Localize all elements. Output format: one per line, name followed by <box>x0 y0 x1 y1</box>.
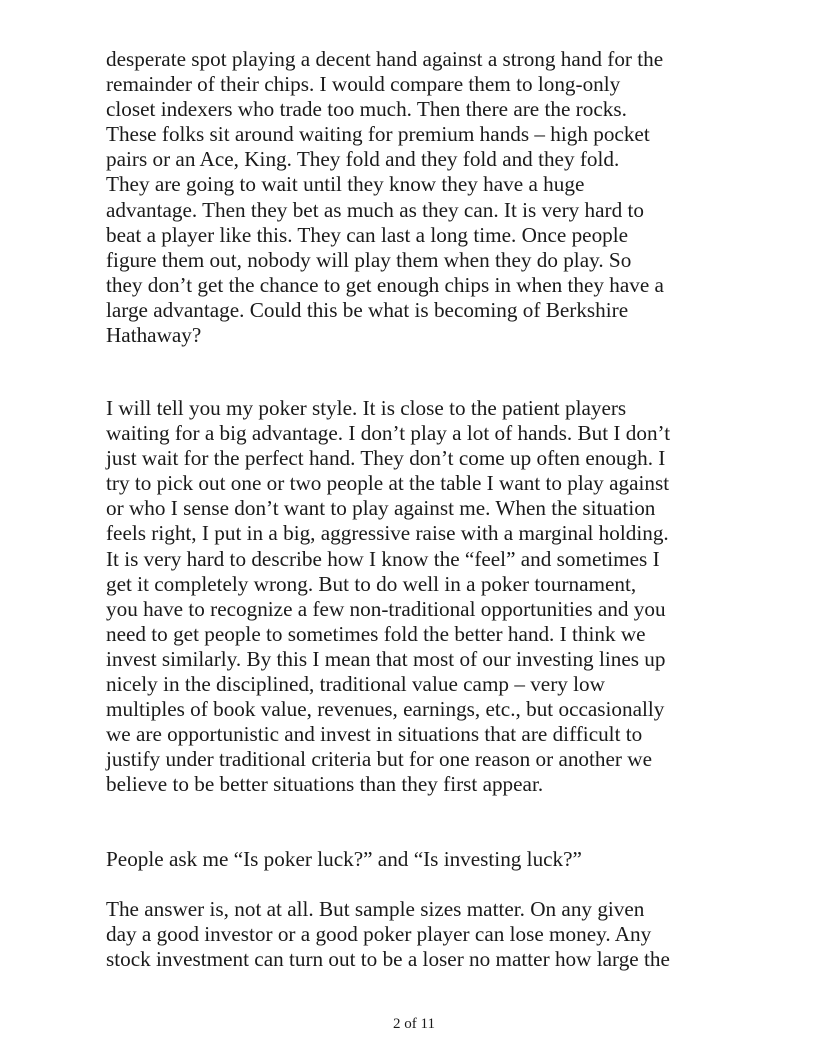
text-line: I will tell you my poker style. It is close to the patient players <box>106 396 627 420</box>
text-line: feels right, I put in a big, aggressive raise with a marginal holding. <box>106 521 669 546</box>
text-line: get it completely wrong. But to do well in a poker tournament, <box>106 571 637 596</box>
text-line: or who I sense don’t want to play against me. When the situation <box>106 496 656 521</box>
text-line: Hathaway? <box>106 323 202 348</box>
text-line: multiples of book value, revenues, earnings, etc., but occasionally <box>106 697 665 722</box>
text-line: figure them out, nobody will play them when they do play. So <box>106 247 632 272</box>
text-line: These folks sit around waiting for premium hands – high pocket <box>106 122 650 147</box>
text-line: we are opportunistic and invest in situations that are difficult to <box>106 722 643 747</box>
text-line: closet indexers who trade too much. Then there are the rocks. <box>106 97 627 122</box>
text-line: The answer is, not at all. But sample sizes matter. On any given <box>106 897 645 921</box>
text-line: invest similarly. By this I mean that most of our investing lines up <box>106 646 666 671</box>
text-line: believe to be better situations than they first appear. <box>106 772 544 797</box>
text-line: pairs or an Ace, King. They fold and they fold and they fold. <box>106 147 620 172</box>
paragraph-poker-style <box>106 396 786 798</box>
text-line: try to pick out one or two people at the table I want to play against <box>106 471 670 496</box>
text-line: day a good investor or a good poker player can lose money. Any <box>106 922 652 947</box>
text-line: just wait for the perfect hand. They don’t come up often enough. I <box>106 446 666 471</box>
paragraph-answer <box>106 897 786 972</box>
text-line: People ask me “Is poker luck?” and “Is investing luck?” <box>106 847 582 871</box>
text-line: desperate spot playing a decent hand against a strong hand for the <box>106 47 664 71</box>
text-line: remainder of their chips. I would compare them to long-only <box>106 72 621 97</box>
text-line: need to get people to sometimes fold the better hand. I think we <box>106 621 646 646</box>
paragraph-question <box>106 847 786 872</box>
paragraph-rocks <box>106 47 786 348</box>
text-line: large advantage. Could this be what is becoming of Berkshire <box>106 297 629 322</box>
text-line: nicely in the disciplined, traditional value camp – very low <box>106 672 605 697</box>
text-line: waiting for a big advantage. I don’t play a lot of hands. But I don’t <box>106 421 671 446</box>
text-line: It is very hard to describe how I know the “feel” and sometimes I <box>106 546 660 571</box>
text-line: stock investment can turn out to be a loser no matter how large the <box>106 947 670 972</box>
page-number: 2 of 11 <box>393 1016 435 1032</box>
text-line: justify under traditional criteria but for one reason or another we <box>106 747 652 772</box>
text-line: beat a player like this. They can last a long time. Once people <box>106 222 629 247</box>
text-line: advantage. Then they bet as much as they can. It is very hard to <box>106 197 644 222</box>
text-line: you have to recognize a few non-traditional opportunities and you <box>106 596 666 621</box>
text-line: They are going to wait until they know they have a huge <box>106 172 585 197</box>
text-line: they don’t get the chance to get enough chips in when they have a <box>106 272 664 297</box>
